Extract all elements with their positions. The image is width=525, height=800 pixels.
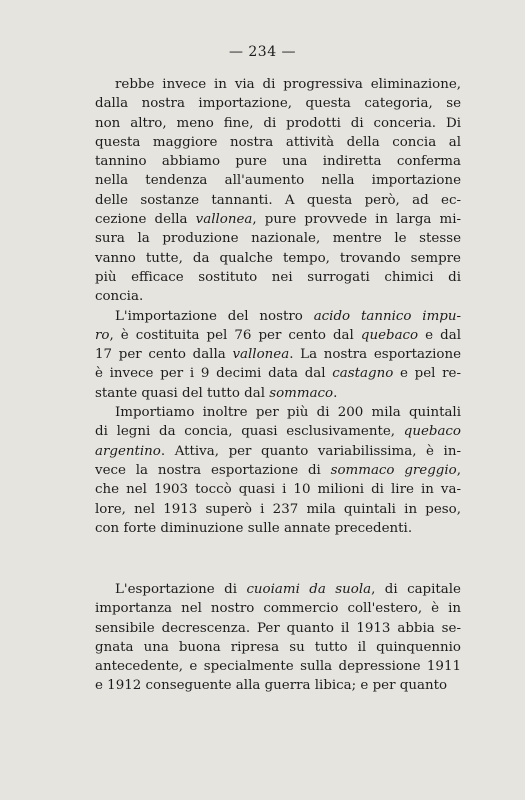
text-run: . Attiva, per quanto variabilissima, è in- — [160, 443, 461, 459]
italic-term: acido tannico impu- — [313, 308, 461, 324]
paragraph — [95, 307, 461, 403]
text-run: , di capitale — [371, 582, 461, 597]
text-run: L'importazione del nostro — [115, 308, 314, 324]
text-run: cezione della — [95, 212, 196, 228]
text-line — [95, 152, 461, 171]
text-line — [95, 519, 461, 538]
text-run: , pure provvede in larga mi- — [252, 212, 462, 228]
text-line — [95, 619, 461, 638]
text-line — [95, 657, 461, 676]
italic-term: vallonea — [232, 347, 290, 363]
text-line — [95, 114, 461, 133]
text-run: gnata una buona ripresa su tutto il quinquennio — [95, 639, 461, 655]
italic-term: vallonea — [195, 212, 253, 228]
text-line — [95, 461, 461, 480]
italic-term: castagno — [332, 366, 394, 382]
text-line — [95, 229, 461, 248]
text-line — [95, 171, 461, 190]
paragraph — [95, 403, 461, 538]
text-run: antecedente, e specialmente sulla depressione 1911 — [95, 659, 461, 675]
text-run: più efficace sostituto nei surrogati chimici di — [95, 269, 461, 285]
text-run: L'esportazione di — [115, 582, 247, 597]
italic-term: ro — [95, 327, 110, 343]
text-run: e 1912 conseguente alla guerra libica; e per quanto — [95, 678, 448, 694]
text-run: Importiamo inoltre per più di 200 mila quintali — [115, 405, 461, 421]
text-block-lower — [95, 580, 461, 696]
text-line — [95, 442, 461, 461]
italic-term: argentino — [95, 443, 161, 459]
text-run: 17 per cento dalla — [95, 347, 233, 363]
text-line — [95, 500, 461, 519]
text-run: stante quasi del tutto dal — [95, 385, 270, 401]
text-run: non altro, meno fine, di prodotti di conceria. Di — [95, 115, 461, 131]
text-line — [95, 345, 461, 364]
text-run: importanza nel nostro commercio coll'estero, è in — [95, 601, 461, 617]
text-line — [95, 268, 461, 287]
text-line — [95, 580, 461, 599]
text-run: . La nostra esportazione — [289, 347, 461, 363]
italic-term: quebaco — [403, 424, 461, 440]
text-run: che nel 1903 toccò quasi i 10 milioni di lire in va- — [95, 482, 461, 498]
text-run: lore, nel 1913 superò i 237 mila quintali in peso, — [95, 501, 461, 517]
text-block-upper — [95, 75, 461, 538]
text-line — [95, 638, 461, 657]
text-run: dalla nostra importazione, questa categoria, se — [95, 96, 461, 112]
text-line — [95, 249, 461, 268]
text-run: questa maggiore nostra attività della concia al — [95, 134, 461, 150]
text-line — [95, 364, 461, 383]
text-run: di legni da concia, quasi esclusivamente, — [95, 424, 404, 440]
text-run: , — [456, 462, 461, 478]
text-line — [95, 422, 461, 441]
text-run: vece la nostra esportazione di — [95, 462, 331, 478]
text-line — [95, 599, 461, 618]
text-run: sura la produzione nazionale, mentre le stesse — [95, 231, 461, 247]
text-run: concia. — [95, 289, 144, 305]
paragraph — [95, 580, 461, 696]
text-run: e pel re- — [393, 366, 461, 382]
text-line — [95, 676, 461, 695]
text-run: sensibile decrescenza. Per quanto il 1913 abbia se- — [95, 620, 461, 636]
text-run: tannino abbiamo pure una indiretta conferma — [95, 154, 461, 170]
text-run: delle sostanze tannanti. A questa però, ad ec- — [95, 192, 461, 208]
text-line — [95, 210, 461, 229]
italic-term: sommaco — [269, 385, 334, 401]
text-line — [95, 384, 461, 403]
text-line — [95, 133, 461, 152]
text-line — [95, 191, 461, 210]
italic-term: sommaco greggio — [330, 462, 457, 478]
text-line — [95, 480, 461, 499]
text-run: vanno tutte, da qualche tempo, trovando sempre — [95, 250, 461, 266]
text-line — [95, 307, 461, 326]
text-run: nella tendenza all'aumento nella importazione — [95, 173, 461, 189]
page-number: — 234 — — [228, 44, 297, 60]
text-line — [95, 326, 461, 345]
text-line — [95, 75, 461, 94]
paragraph — [95, 75, 461, 307]
text-line — [95, 287, 461, 306]
italic-term: quebaco — [360, 327, 419, 343]
text-run: rebbe invece in via di progressiva eliminazione, — [115, 77, 461, 92]
text-run: e dal — [418, 327, 461, 343]
text-run: . — [333, 385, 338, 401]
text-run: è invece per i 9 decimi data dal — [95, 366, 333, 382]
text-run: , è costituita pel 76 per cento dal — [109, 327, 361, 343]
text-line — [95, 94, 461, 113]
text-run: con forte diminuzione sulle annate precedenti. — [95, 520, 413, 536]
italic-term: cuoiami da suola — [246, 582, 372, 597]
text-line — [95, 403, 461, 422]
